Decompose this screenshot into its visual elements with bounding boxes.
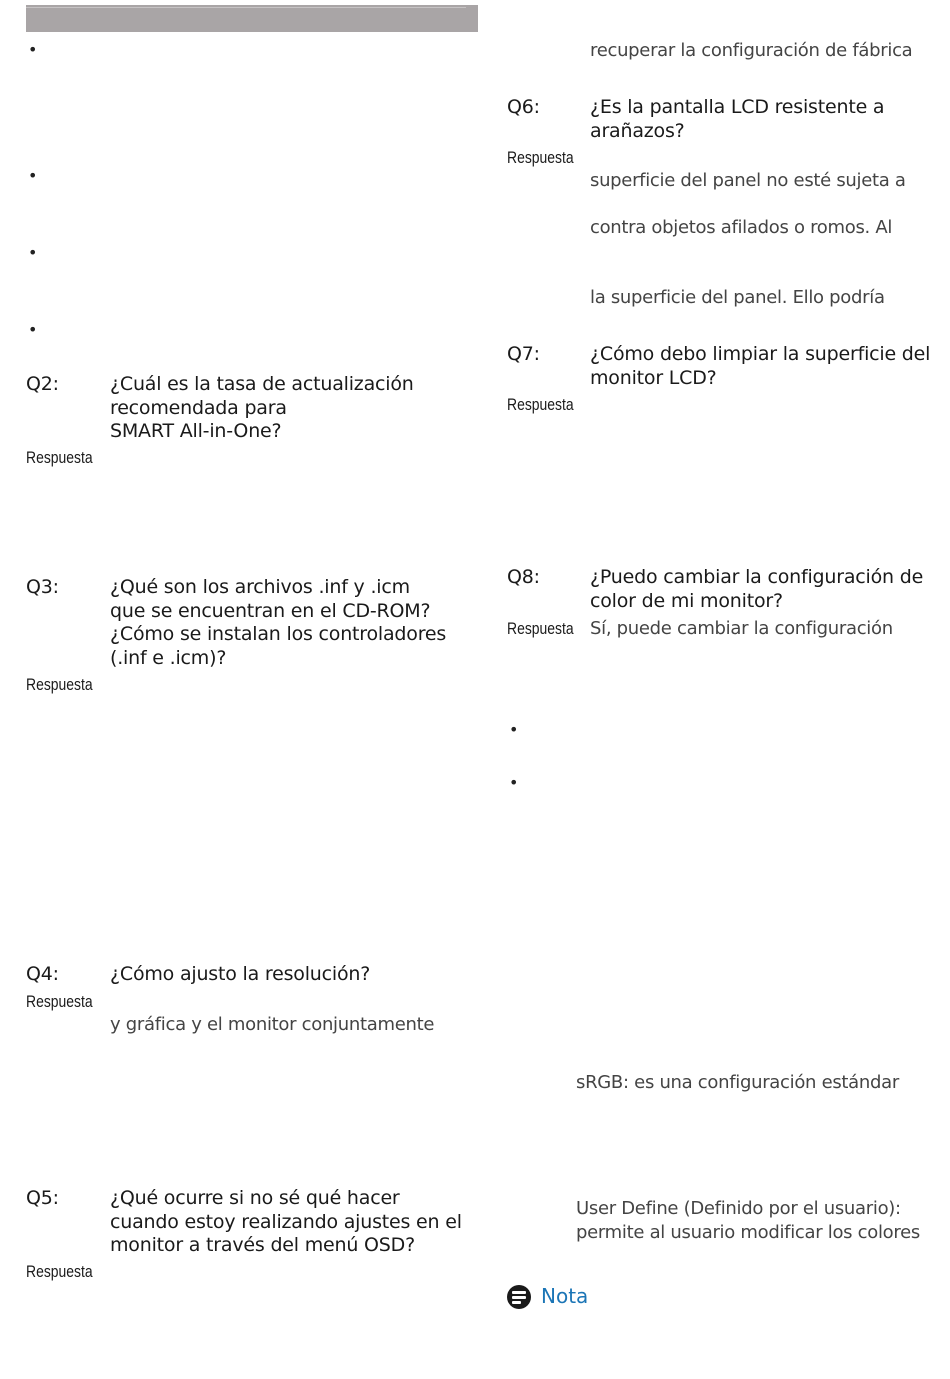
question-number-q8: Q8: (507, 566, 540, 588)
question-q7 (590, 343, 930, 390)
question-number-q2: Q2: (26, 373, 59, 395)
question-q5 (110, 1187, 462, 1258)
user-define-line: User Define (Definido por el usuario): (576, 1198, 901, 1219)
bullet: • (509, 720, 519, 739)
question-line: recomendada para (110, 396, 287, 419)
question-line: ¿Cuál es la tasa de actualización (110, 373, 414, 395)
question-q2 (110, 373, 414, 444)
section-header-bar (26, 5, 478, 32)
question-line: (.inf e .icm)? (110, 646, 227, 669)
user-define-text (576, 1197, 920, 1245)
answer-label: Respuesta (507, 395, 574, 414)
note-label: Nota (541, 1284, 589, 1308)
bullet: • (509, 773, 519, 792)
answer-line: superficie del panel no esté sujeta a (590, 170, 906, 191)
question-number-q3: Q3: (26, 576, 59, 598)
question-q4 (110, 963, 370, 987)
question-number-q6: Q6: (507, 96, 540, 118)
answer-label: Respuesta (507, 619, 574, 638)
note-icon (507, 1285, 531, 1309)
bullet: • (28, 40, 38, 59)
question-line: ¿Cómo ajusto la resolución? (110, 963, 371, 985)
answer-label: Respuesta (26, 675, 93, 694)
continued-text: recuperar la configuración de fábrica (590, 40, 913, 61)
question-q3 (110, 576, 446, 670)
question-number-q4: Q4: (26, 963, 59, 985)
question-number-q5: Q5: (26, 1187, 59, 1209)
answer-line: contra objetos afilados o romos. Al (590, 217, 893, 238)
question-line: monitor LCD? (590, 366, 717, 389)
question-line: monitor a través del menú OSD? (110, 1234, 415, 1256)
question-line: ¿Cómo se instalan los controladores (110, 623, 447, 645)
bullet: • (28, 243, 38, 262)
user-define-line: permite al usuario modificar los colores (576, 1222, 920, 1243)
question-q6 (590, 96, 884, 143)
question-line: cuando estoy realizando ajustes en el (110, 1210, 462, 1233)
answer-label: Respuesta (26, 448, 93, 467)
bullet: • (28, 320, 38, 339)
question-line: SMART All-in-One? (110, 420, 282, 442)
question-line: ¿Es la pantalla LCD resistente a (590, 96, 885, 118)
answer-label: Respuesta (26, 992, 93, 1011)
answer-text-q4: y gráfica y el monitor conjuntamente (110, 1014, 435, 1035)
answer-line: la superficie del panel. Ello podría (590, 287, 885, 308)
question-line: arañazos? (590, 119, 685, 142)
header-highlight-line (26, 7, 466, 8)
question-line: ¿Cómo debo limpiar la superficie del (590, 343, 931, 365)
question-line: que se encuentran en el CD-ROM? (110, 599, 431, 622)
question-number-q7: Q7: (507, 343, 540, 365)
question-line: ¿Qué ocurre si no sé qué hacer (110, 1187, 400, 1209)
question-line: ¿Qué son los archivos .inf y .icm (110, 576, 410, 598)
question-q8 (590, 566, 923, 613)
answer-label: Respuesta (507, 148, 574, 167)
question-line: ¿Puedo cambiar la configuración de (590, 566, 924, 588)
answer-text-q8: Sí, puede cambiar la configuración (590, 618, 893, 639)
question-line: color de mi monitor? (590, 589, 783, 612)
answer-label: Respuesta (26, 1262, 93, 1281)
bullet: • (28, 166, 38, 185)
srgb-text: sRGB: es una configuración estándar (576, 1072, 899, 1093)
